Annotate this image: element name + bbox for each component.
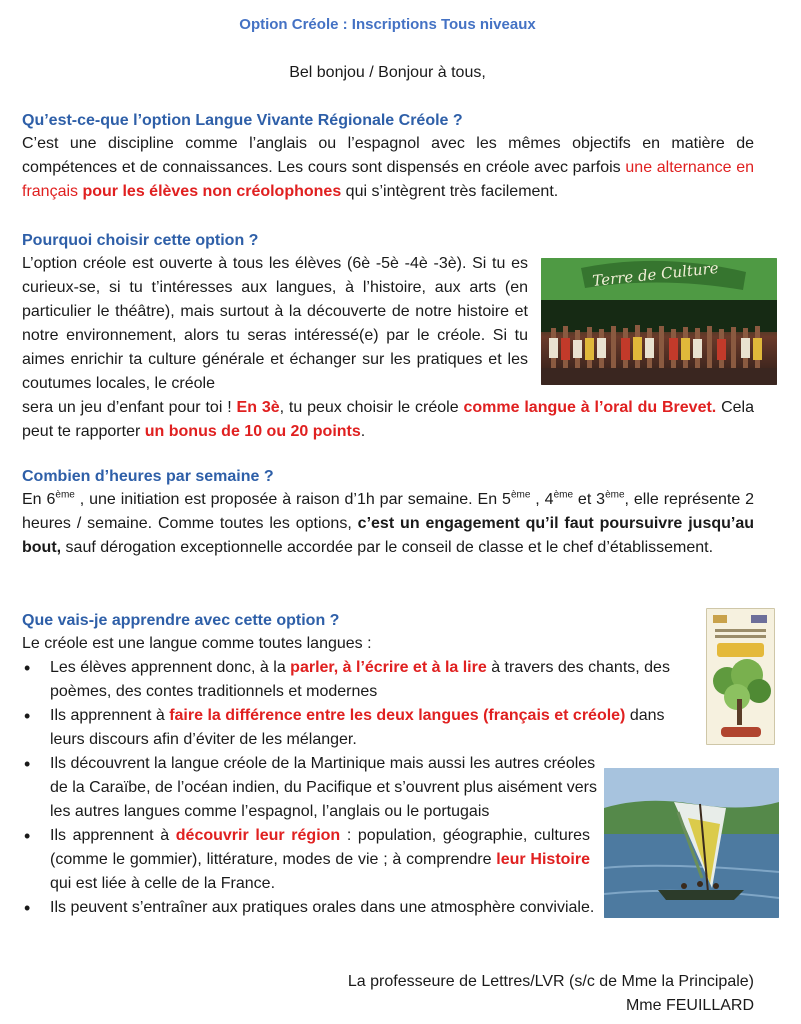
signature-block (348, 970, 754, 1018)
text-run: , elle représente 2 heures / semaine. Comme toutes les options, (22, 491, 755, 532)
text-run: Ils apprennent à (50, 707, 170, 724)
highlight-text: un bonus de 10 ou 20 points (144, 423, 361, 440)
boat-illustration (604, 768, 779, 918)
list-item (22, 824, 590, 896)
section-why-choose-body-end: sera un jeu d’enfant pour toi ! En 3è, tu peux choisir le créole comme langue à l’oral du Brevet. Cela peut te rapporter un bonus de 10 ou 20 points. (22, 399, 755, 440)
greeting: Bel bonjou / Bonjour à tous, (289, 64, 486, 81)
list-item (22, 704, 690, 752)
highlight-text: faire la différence entre les deux langues (français et créole) (169, 707, 626, 724)
section-body (22, 132, 754, 204)
signature-line-name: Mme FEUILLARD (625, 997, 754, 1014)
text-run: qui est liée à celle de la France. (50, 875, 276, 892)
highlight-text: comme (463, 399, 520, 416)
section-hours (22, 466, 754, 560)
text-run: : population, géographie, cultures (comme le gommier), littérature, modes de vie ; à comprendre (50, 827, 590, 868)
bold-text: c’est un engagement qu’il faut poursuivre jusqu’au bout, (22, 515, 754, 556)
ordinal-suffix: ème (605, 489, 625, 501)
highlight-text: parler, à l’écrire et à la lire (290, 659, 487, 676)
highlight-text: leur Histoire (496, 851, 591, 868)
book-illustration (707, 609, 774, 744)
book-cover-image (706, 608, 775, 745)
highlight-text: langue à l’oral du Brevet. (524, 399, 717, 416)
section-why-choose-body: L’option créole est ouverte à tous les élèves (6è -5è -4è -3è). Si tu es curieux-se, si tu t’intéresses aux langues, à l’histoire, aux arts (en particulier le théâtre), mais surtout à la découverte de notre histoire et notre environnement, alors tu seras intéressé(e) par le créole. Si tu aimes enrichir ta culture générale et échanger sur les pratiques et les coutumes locales, le créole (22, 255, 528, 392)
stage-illustration (541, 258, 777, 385)
ordinal-suffix: ème (553, 489, 574, 501)
text-run: dans leurs discours afin d’éviter de les mélanger. (50, 707, 665, 748)
gommier-sailboat-photo (604, 768, 779, 918)
signature-line-title: La professeure de Lettres/LVR (s/c de Mme la Principale) (347, 973, 754, 990)
document-title: Option Créole : Inscriptions Tous niveaux (239, 16, 536, 33)
text-run: Cela peut te rapporter (22, 399, 755, 440)
section-body (22, 488, 754, 560)
text-run: Les élèves apprennent donc, à la (50, 659, 291, 676)
highlight-text: pour les élèves non créolophones (82, 183, 342, 200)
text-run: , une initiation est proposée à raison d’1h par semaine. En 5 (74, 491, 511, 508)
section-heading: Qu’est-ce-que l’option Langue Vivante Régionale Créole ? (22, 112, 463, 129)
section-heading: Que vais-je apprendre avec cette option ? (22, 612, 340, 629)
banner-text: Terre de Culture (591, 258, 720, 290)
text-run: En 6 (22, 491, 56, 508)
list-item: • Ils découvrent la langue créole de la Martinique mais aussi les autres créoles de la Caraïbe, de l’océan indien, du Pacifique et s’ouvrent plus aisément vers les autres langues comme l’espagnol, l’anglais ou le portugais (22, 752, 615, 824)
text-run: , 4 (530, 491, 554, 508)
section-intro: Le créole est une langue comme toutes langues : (22, 635, 372, 652)
text-run: C’est une discipline comme l’anglais ou l’espagnol avec les mêmes objectifs en matière de compétences et de connaissances. Les cours sont dispensés en créole avec parfois (22, 135, 754, 176)
section-heading: Pourquoi choisir cette option ? (22, 232, 259, 249)
theatre-stage-photo (541, 258, 777, 385)
ordinal-suffix: ème (55, 489, 75, 501)
list-item: • Ils peuvent s’entraîner aux pratiques orales dans une atmosphère conviviale. (22, 896, 730, 920)
text-run: à travers des chants, des poèmes, des contes traditionnels et modernes (50, 659, 670, 700)
ordinal-suffix: ème (510, 489, 531, 501)
highlight-text: découvrir leur région (175, 827, 341, 844)
text-run: sauf dérogation exceptionnelle accordée par le conseil de classe et le chef d’établissement. (61, 539, 714, 556)
text-run: Ils apprennent à (50, 827, 176, 844)
section-heading: Combien d’heures par semaine ? (22, 468, 274, 485)
text-run: . (360, 423, 366, 440)
section-what-is (22, 110, 754, 204)
text-run: qui s’intègrent très facilement. (341, 183, 559, 200)
highlight-text: En 3è (236, 399, 280, 416)
text-run: , tu peux choisir le créole (279, 399, 464, 416)
text-run: et 3 (573, 491, 606, 508)
list-item (22, 656, 690, 704)
section-why-choose (22, 230, 754, 252)
highlight-text: une alternance en français (22, 159, 754, 200)
